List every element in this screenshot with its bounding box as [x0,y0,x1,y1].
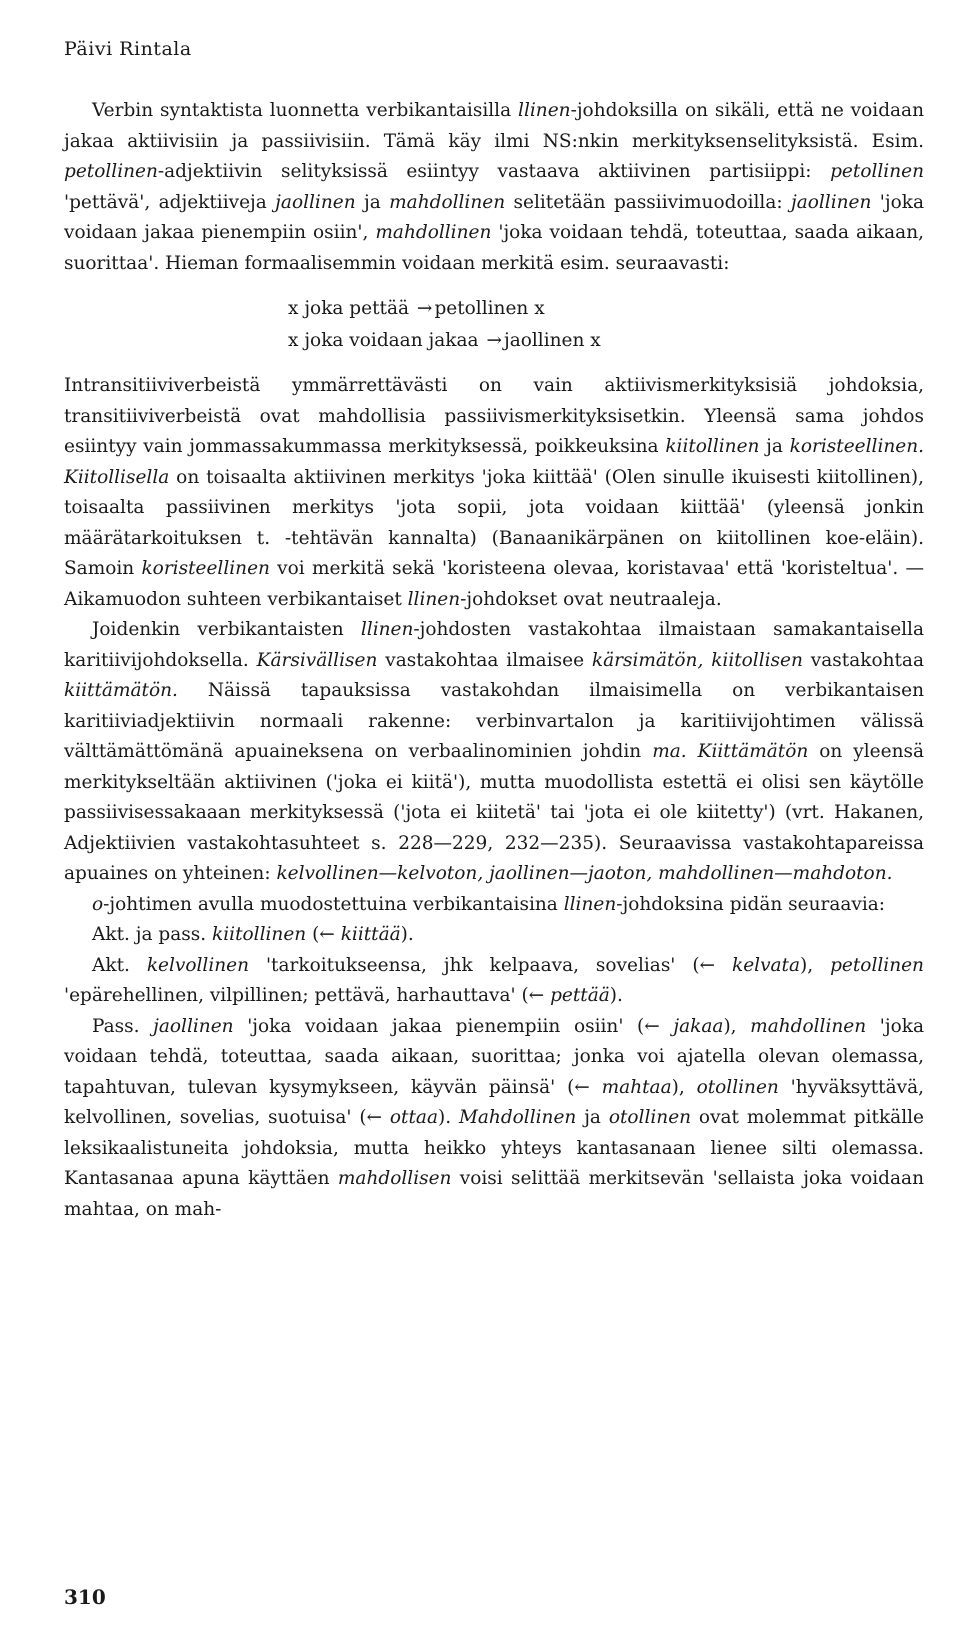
text-run: -johtimen avulla muodostettuina verbikantaisina [103,893,564,915]
text-run: Intransitiiviverbeistä ymmärrettävästi on vain aktiivismerkityksisiä johdoksia, transitiiviverbeistä ovat mahdollisia passiivismerkityksisetkin. Yleensä sama johdos esiintyy vain jommassakummassa merkityksessä, poikkeuksina [64,375,924,457]
text-run: on yleensä merkitykseltään aktiivinen ('joka ei kiitä'), mutta muodollista estettä ei olisi sen käytölle passiivisessakaaan merkityksessä ('jota ei kiitetä' tai 'jota ei ole kiitetty') (vrt. Hakanen, Adjektiivien vastakohtasuhteet s. 228—229, 232—235). Seuraavissa vastakohtapareissa apuaines on yhteinen: [64,741,925,884]
list-item-2 [64,951,924,1012]
text-run: Verbin syntaktista luonnetta verbikantaisilla [92,100,519,121]
italic-term: kelvollinen—kelvoton, jaollinen—jaoton, mahdollinen—mahdoton. [276,863,893,884]
text-run: -johdoksina pidän seuraavia: [616,893,886,915]
text-run: 'epärehellinen, vilpillinen; pettävä, harhauttava' (← [64,985,551,1006]
text-run: Pass. [92,1015,154,1037]
italic-term: koristeellinen [141,558,270,579]
text-run: ovat molemmat pitkälle leksikaalistuneita johdoksia, mutta heikko yhteys kantasanaan lienee silti olemassa. Kantasanaa apuna käyttäen [64,1107,924,1189]
italic-term: llinen [518,100,571,121]
italic-term: mahdollinen [375,222,492,243]
italic-term: kiitollinen [212,924,307,945]
text-run: ), [723,1015,751,1037]
italic-term: ottaa [389,1107,438,1128]
text-run: ), [671,1076,697,1098]
italic-term: kiittää [340,924,401,945]
body-text [64,96,924,1225]
paragraph-2 [64,371,924,615]
text-run: ). [437,1107,459,1128]
text-run: 'joka voidaan tehdä, toteuttaa, saada aikaan, suorittaa; jonka voi ajatella olevan olemassa, tapahtuvan, tulevan kysymykseen, käyvän päinsä' (← [64,1015,924,1098]
formula-line-2 [288,325,924,357]
text-run: voi merkitä sekä 'koristeena olevaa, koristavaa' että 'koristeltua'. — Aikamuodon suhteen verbikantaiset [64,558,924,610]
text-run: ja [576,1107,609,1128]
italic-term: o [92,893,104,915]
running-head: Päivi Rintala [64,38,192,60]
formula-left: x joka pettää [288,298,410,319]
text-run: -johdosten vastakohtaa ilmaistaan samakantaisella karitiivijohdoksella. [64,619,925,671]
text-run: -johdokset ovat neutraaleja. [460,588,722,610]
italic-term: kärsimätön, kiitollisen [591,649,803,671]
italic-term: Mahdollinen [458,1107,577,1128]
italic-term: kiitollinen [665,436,760,457]
italic-term: Kärsivällisen [256,649,378,671]
italic-term: jaollinen [790,191,872,213]
italic-term: ma. Kiittämätön [652,741,809,762]
list-item-1 [64,920,924,951]
text-run: on toisaalta aktiivinen merkitys 'joka kiittää' (Olen sinulle ikuisesti kiitollinen), toisaalta passiivinen merkitys 'jota sopii, jota voidaan kiittää' (yleensä jonkin määrätarkoituksen t. -tehtävän kannalta) (Banaanikärpänen on kiitollinen koe-eläin). Samoin [64,466,924,579]
italic-term: llinen [360,619,414,640]
italic-term: petollinen [64,161,158,182]
text-run: ), [800,954,831,976]
italic-term: petollinen [830,161,924,182]
italic-term: mahdollinen [750,1015,867,1037]
text-run: ). [609,985,623,1006]
italic-term: petollinen [830,954,924,976]
paragraph-1 [64,96,924,279]
italic-term: otollinen [696,1076,779,1098]
text-run: vastakohtaa [802,649,924,671]
paragraph-4 [64,890,924,921]
text-run: voisi selittää merkitsevän 'sellaista joka voidaan mahtaa, on mah- [64,1168,924,1220]
page-number: 310 [64,1585,106,1609]
italic-term: jakaa [673,1015,724,1037]
list-item-3 [64,1012,924,1226]
formula-right: jaollinen x [503,330,601,351]
text-run: ja [759,436,790,457]
formula-line-1 [288,293,924,325]
italic-term: Kiitollisella [64,466,170,488]
text-run: selitetään passiivimuodoilla: [505,191,791,213]
right-arrow-icon: → [416,298,433,319]
text-run: Näissä tapauksissa vastakohdan ilmaisimella on verbikantaisen karitiiviadjektiivin normaali rakenne: verbinvartalon ja karitiivijohtimen välissä välttämättömänä apuaineksena on verbaalinominien johdin [64,680,924,762]
text-run: 'tarkoitukseensa, jhk kelpaava, sovelias' (← [249,954,732,976]
text-run: 'pettävä', adjektiiveja [64,191,276,213]
text-run: (← [306,924,341,945]
italic-term: mahdollinen [389,191,506,213]
text-run: 'joka voidaan jakaa pienempiin osiin', [64,191,924,243]
text-run: -adjektiivin selityksissä esiintyy vastaava aktiivinen partisiippi: [157,161,831,182]
right-arrow-icon: → [486,330,502,351]
italic-term: llinen [407,588,461,610]
text-run: ). [400,924,414,945]
text-run: Akt. [92,954,147,976]
text-run: 'hyväksyttävä, kelvollinen, sovelias, suotuisa' (← [64,1076,924,1128]
formula-left: x joka voidaan jakaa [288,330,479,351]
italic-term: pettää [550,985,610,1006]
italic-term: llinen [563,893,617,915]
italic-term: otollinen [608,1107,692,1128]
italic-term: koristeellinen. [789,436,925,457]
text-run: 'joka voidaan jakaa pienempiin osiin' (← [233,1015,674,1037]
italic-term: kiittämätön. [64,680,178,701]
text-run: 'joka voidaan tehdä, toteuttaa, saada aikaan, suorittaa'. Hieman formaalisemmin voidaan merkitä esim. seuraavasti: [64,222,924,274]
italic-term: jaollinen [153,1015,234,1037]
text-run: -johdoksilla on sikäli, että ne voidaan jakaa aktiivisiin ja passiivisiin. Tämä käy ilmi NS:nkin merkityksenselityksistä. Esim. [64,100,925,152]
text-run: Joidenkin verbikantaisten [92,619,361,640]
formula-right: petollinen x [434,298,545,319]
italic-term: kelvata [732,954,801,976]
italic-term: mahdollisen [337,1168,452,1189]
italic-term: mahtaa [601,1076,672,1098]
text-run: Akt. ja pass. [92,924,213,945]
text-run: vastakohtaa ilmaisee [377,649,592,671]
paragraph-3 [64,615,924,890]
formula-block [64,293,924,357]
italic-term: kelvollinen [146,954,250,976]
italic-term: jaollinen [275,191,356,213]
text-run: ja [355,191,390,213]
